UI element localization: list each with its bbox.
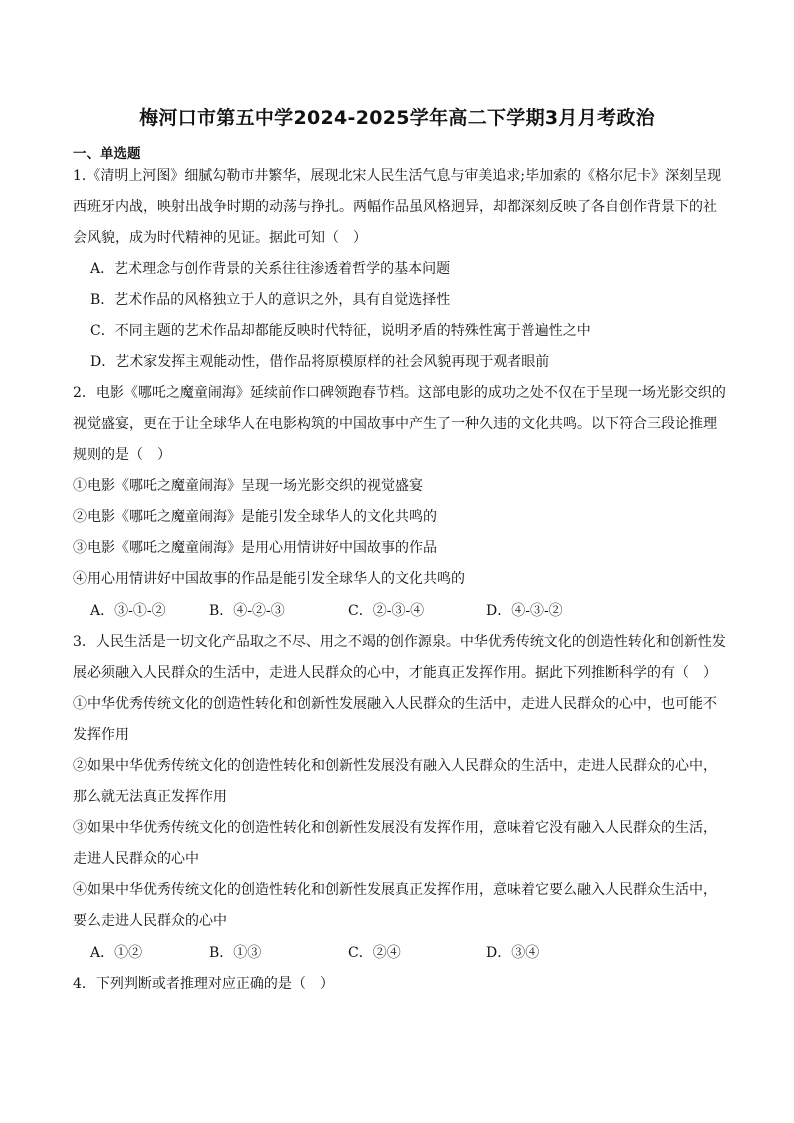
- q3-choice-b: B．①③: [209, 945, 262, 961]
- q3-stem-line: 展必须融入人民群众的生活中，走进人民群众的心中，才能真正发挥作用。据此下列推断科学的有（ ）: [73, 665, 717, 681]
- q2-choice-c: C．②-③-④: [348, 603, 425, 619]
- q1-stem-line: 1.《清明上河图》细腻勾勒市井繁华，展现北宋人民生活气息与审美追求;毕加索的《格尔尼卡》深刻呈现: [73, 168, 722, 184]
- q3-statement-3-cont: 走进人民群众的心中: [73, 851, 199, 867]
- q1-stem-line: 会风貌，成为时代精神的见证。据此可知（ ）: [73, 230, 367, 246]
- q3-choice-d: D．③④: [486, 945, 540, 961]
- q3-statement-3: ③如果中华优秀传统文化的创造性转化和创新性发展没有发挥作用，意味着它没有融入人民群众的生活，: [73, 820, 717, 836]
- q3-stem-line: 3．人民生活是一切文化产品取之不尽、用之不竭的创作源泉。中华优秀传统文化的创造性转化和创新性发: [73, 634, 726, 650]
- exam-title: 梅河口市第五中学2024-2025学年高二下学期3月月考政治: [139, 107, 655, 129]
- q3-choice-c: C．②④: [348, 945, 401, 961]
- q2-statement-3: ③电影《哪吒之魔童闹海》是用心用情讲好中国故事的作品: [73, 540, 437, 556]
- q3-statement-1: ①中华优秀传统文化的创造性转化和创新性发展融入人民群众的生活中，走进人民群众的心中，也可能不: [73, 696, 717, 712]
- q2-stem-line: 视觉盛宴，更在于让全球华人在电影构筑的中国故事中产生了一种久违的文化共鸣。以下符合三段论推理: [73, 416, 717, 432]
- q1-option-a: A．艺术理念与创作背景的关系往往渗透着哲学的基本问题: [90, 261, 451, 277]
- q4-stem-line: 4．下列判断或者推理对应正确的是（ ）: [73, 976, 334, 992]
- q1-option-b: B．艺术作品的风格独立于人的意识之外，具有自觉选择性: [90, 292, 451, 308]
- q2-statement-4: ④用心用情讲好中国故事的作品是能引发全球华人的文化共鸣的: [73, 571, 465, 587]
- q3-statement-4: ④如果中华优秀传统文化的创造性转化和创新性发展真正发挥作用，意味着它要么融入人民群众生活中，: [73, 882, 717, 898]
- q3-statement-4-cont: 要么走进人民群众的心中: [73, 913, 227, 929]
- q3-statement-2: ②如果中华优秀传统文化的创造性转化和创新性发展没有融入人民群众的生活中，走进人民群众的心中，: [73, 758, 717, 774]
- q2-statement-2: ②电影《哪吒之魔童闹海》是能引发全球华人的文化共鸣的: [73, 509, 437, 525]
- q2-stem-line: 规则的是（ ）: [73, 447, 171, 463]
- q1-option-d: D．艺术家发挥主观能动性，借作品将原模原样的社会风貌再现于观者眼前: [90, 354, 550, 370]
- q1-option-c: C．不同主题的艺术作品却都能反映时代特征，说明矛盾的特殊性寓于普遍性之中: [90, 323, 591, 339]
- q2-choice-a: A．③-①-②: [90, 603, 166, 619]
- q3-statement-1-cont: 发挥作用: [73, 727, 129, 743]
- q3-statement-2-cont: 那么就无法真正发挥作用: [73, 789, 227, 805]
- q2-statement-1: ①电影《哪吒之魔童闹海》呈现一场光影交织的视觉盛宴: [73, 478, 423, 494]
- q3-choice-a: A．①②: [90, 945, 143, 961]
- q2-choice-b: B．④-②-③: [209, 603, 285, 619]
- q2-stem-line: 2．电影《哪吒之魔童闹海》延续前作口碑领跑春节档。这部电影的成功之处不仅在于呈现一场光影交织的: [73, 385, 726, 401]
- q1-stem-line: 西班牙内战，映射出战争时期的动荡与挣扎。两幅作品虽风格迥异，却都深刻反映了各自创作背景下的社: [73, 199, 717, 215]
- q2-choice-d: D．④-③-②: [486, 603, 563, 619]
- section-heading: 一、单选题: [73, 146, 141, 162]
